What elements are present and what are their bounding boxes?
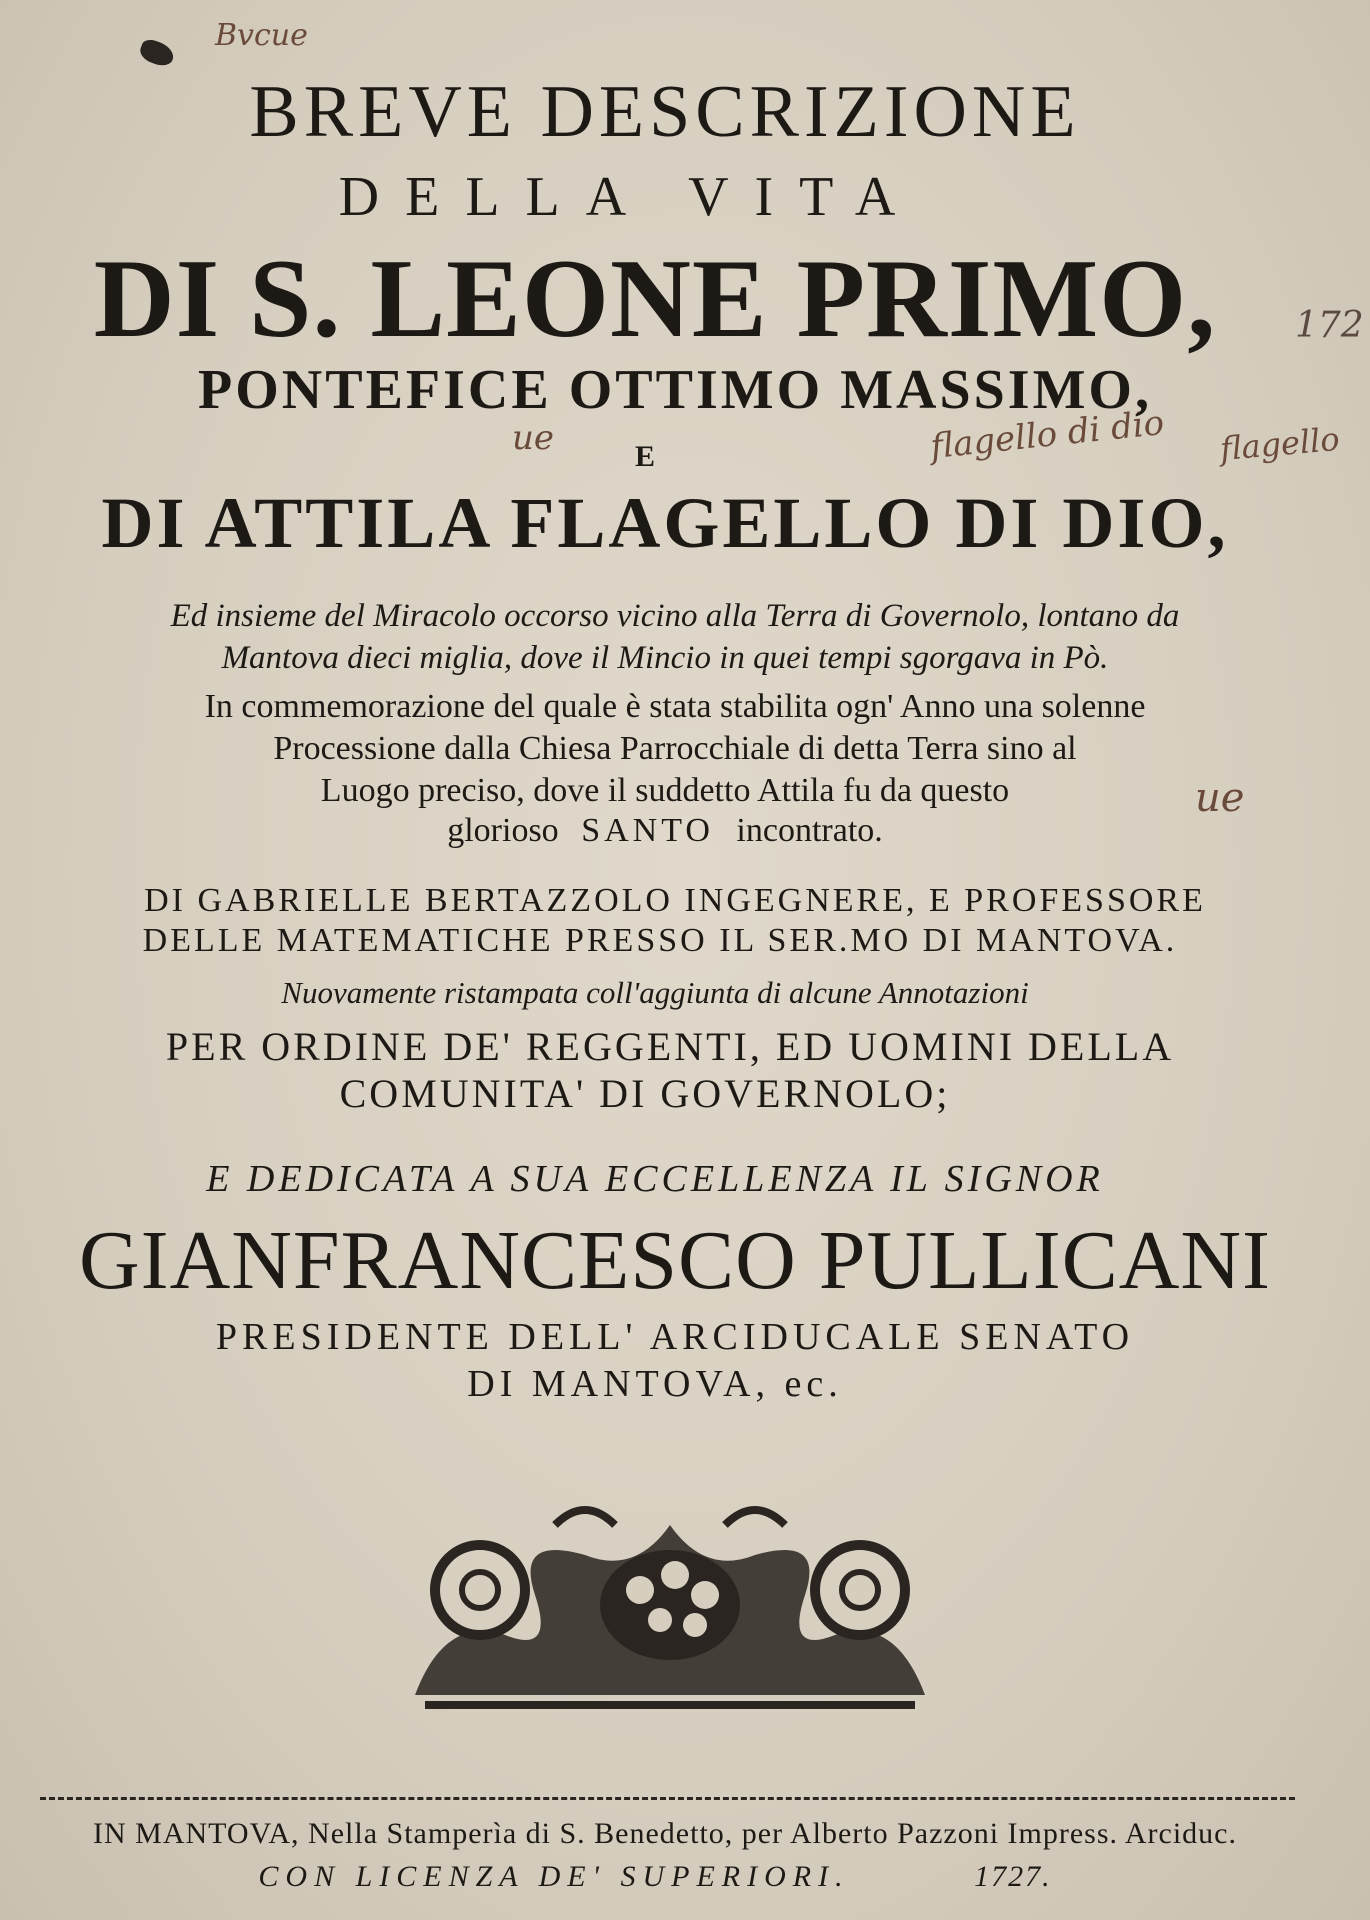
imprint-line-1: IN MANTOVA, Nella Stamperìa di S. Benedetto, per Alberto Pazzoni Impress. Arciduc.	[92, 1817, 1237, 1850]
subtitle-word-santo: SANTO	[581, 812, 714, 849]
imprint-divider	[40, 1797, 1295, 1800]
subtitle-word-incontrato: incontrato.	[736, 812, 883, 849]
dedication-line-3: DI MANTOVA, ec.	[467, 1363, 843, 1405]
title-line-1: BREVE DESCRIZIONE	[249, 71, 1081, 153]
imprint-line-2	[0, 1860, 1340, 1894]
handwritten-number-margin: 172	[1295, 305, 1364, 346]
author-line-2: DELLE MATEMATICHE PRESSO IL SER.MO DI MANTOVA.	[142, 922, 1178, 959]
order-line-2: COMUNITA' DI GOVERNOLO;	[339, 1071, 951, 1116]
dedicatee-name: GIANFRANCESCO PULLICANI	[78, 1214, 1272, 1307]
subtitle-italic-1: Ed insieme del Miracolo occorso vicino alla Terra di Governolo, lontano da	[170, 598, 1180, 634]
dedication-line-2: PRESIDENTE DELL' ARCIDUCALE SENATO	[215, 1316, 1135, 1358]
handwritten-note-mid-center: flagello di dio	[928, 402, 1166, 468]
dedication-line-1: E DEDICATA A SUA ECCELLENZA IL SIGNOR	[206, 1158, 1104, 1200]
handwritten-note-right-lower: ue	[1195, 775, 1245, 821]
subtitle-line-1: In commemorazione del quale è stata stabilita ogn' Anno una solenne	[204, 688, 1146, 725]
subtitle-italic-2: Mantova dieci miglia, dove il Mincio in quei tempi sgorgava in Pò.	[221, 640, 1109, 676]
subtitle-word-glorioso: glorioso	[447, 812, 559, 849]
title-line-5: E	[634, 440, 655, 473]
subtitle-line-3: Luogo preciso, dove il suddetto Attila fu da questo	[320, 772, 1010, 809]
license-text: CON LICENZA DE' SUPERIORI.	[258, 1860, 850, 1893]
reprint-note: Nuovamente ristampata coll'aggiunta di alcune Annotazioni	[281, 975, 1029, 1010]
author-line-1: DI GABRIELLE BERTAZZOLO INGEGNERE, E PROFESSORE	[144, 882, 1206, 919]
floral-ornament-icon	[405, 1495, 935, 1720]
handwritten-note-mid-left: ue	[512, 418, 555, 458]
title-line-3: DI S. LEONE PRIMO,	[93, 237, 1217, 361]
title-line-6: DI ATTILA FLAGELLO DI DIO,	[101, 483, 1229, 563]
title-line-4: PONTEFICE OTTIMO MASSIMO,	[198, 359, 1152, 421]
subtitle-line-4	[0, 812, 1350, 850]
handwritten-note-mid-right: flagello	[1218, 419, 1342, 469]
subtitle-line-2: Processione dalla Chiesa Parrocchiale di detta Terra sino al	[273, 730, 1077, 767]
ink-mark-icon	[137, 37, 176, 69]
imprint-year: 1727.	[974, 1860, 1052, 1893]
order-line-1: PER ORDINE DE' REGGENTI, ED UOMINI DELLA	[165, 1024, 1175, 1069]
handwritten-note-top: Bvcue	[215, 18, 308, 53]
title-line-2: DELLA VITA	[338, 166, 922, 228]
